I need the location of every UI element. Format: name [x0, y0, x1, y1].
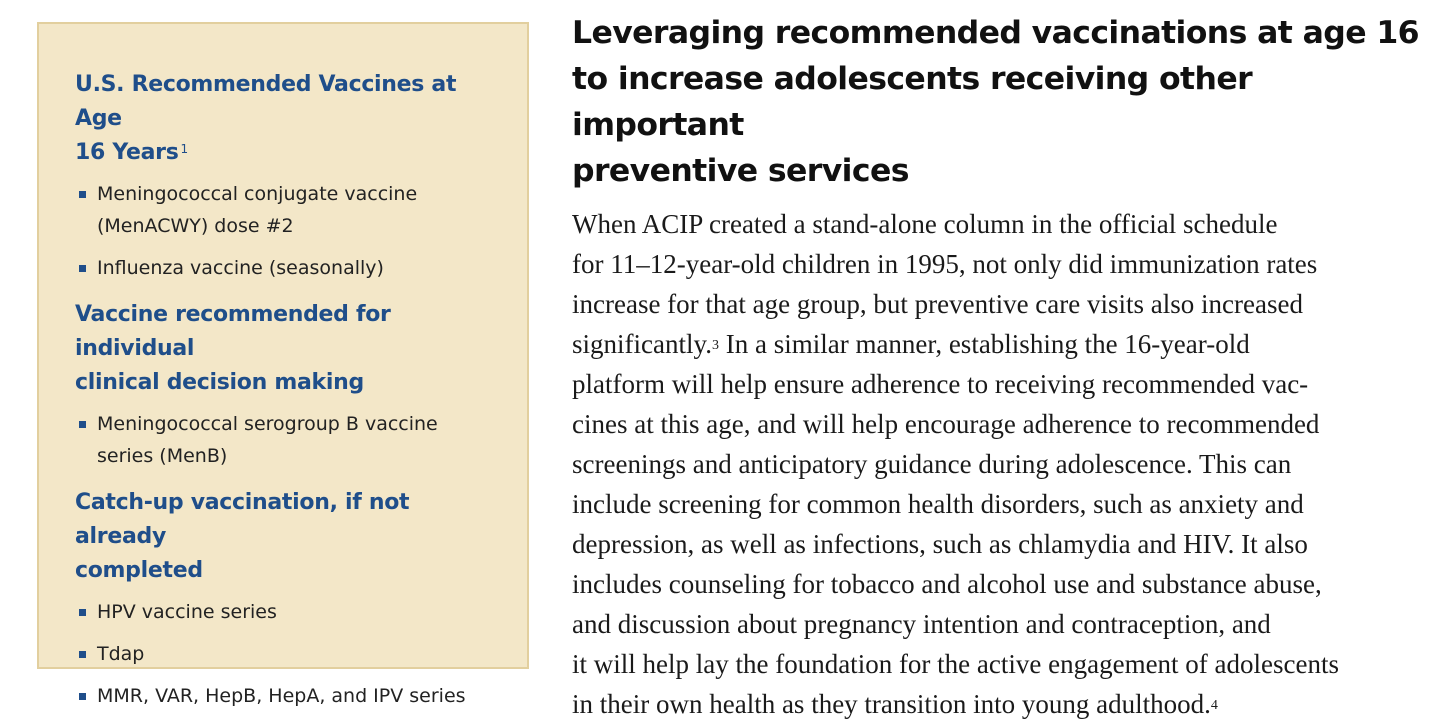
list-item — [75, 596, 505, 628]
body-line: for 11–12-year-old children in 1995, not only did immunization rates — [572, 249, 1318, 279]
item-line: series (MenB) — [97, 445, 228, 467]
article-main — [572, 10, 1432, 724]
title-line: to increase adolescents receiving other important — [572, 61, 1253, 143]
body-line: cines at this age, and will help encourage adherence to recommended — [572, 409, 1320, 439]
article-body-paragraph — [572, 204, 1432, 724]
list-item — [75, 408, 505, 472]
catch-up-vaccine-list — [75, 596, 505, 712]
body-line: depression, as well as infections, such as chlamydia and HIV. It also — [572, 529, 1308, 559]
footnote-ref[interactable]: 4 — [1210, 698, 1218, 713]
footnote-ref[interactable]: 3 — [711, 338, 719, 353]
recommended-vaccine-list — [75, 178, 505, 284]
square-bullet-icon — [79, 609, 86, 616]
item-line: Tdap — [97, 643, 145, 665]
article-title — [572, 10, 1432, 194]
body-line: platform will help ensure adherence to receiving recommended vac- — [572, 369, 1309, 399]
vaccine-sidebar — [37, 22, 529, 707]
body-line: and discussion about pregnancy intention and contraception, and — [572, 609, 1271, 639]
list-item — [75, 178, 505, 242]
body-line: When ACIP created a stand-alone column in the official schedule — [572, 209, 1278, 239]
list-item — [75, 680, 505, 712]
body-line: includes counseling for tobacco and alcohol use and substance abuse, — [572, 569, 1322, 599]
item-line: MMR, VAR, HepB, HepA, and IPV series — [97, 685, 466, 707]
heading-line: clinical decision making — [75, 370, 364, 395]
heading-line: U.S. Recommended Vaccines at Age — [75, 72, 457, 131]
list-item — [75, 638, 505, 670]
body-line: increase for that age group, but preventive care visits also increased — [572, 289, 1303, 319]
body-text: significantly. — [572, 329, 712, 359]
body-line — [572, 324, 1432, 364]
footnote-ref[interactable]: 1 — [180, 142, 188, 156]
title-line: preventive services — [572, 153, 909, 189]
item-line: HPV vaccine series — [97, 601, 277, 623]
square-bullet-icon — [79, 191, 86, 198]
heading-line: 16 Years — [75, 140, 179, 165]
body-text: In a similar manner, establishing the 16-year-old — [718, 329, 1250, 359]
square-bullet-icon — [79, 651, 86, 658]
item-line: Influenza vaccine (seasonally) — [97, 257, 384, 279]
body-line: screenings and anticipatory guidance during adolescence. This can — [572, 449, 1292, 479]
item-line: (MenACWY) dose #2 — [97, 215, 294, 237]
body-line — [572, 684, 1432, 724]
individual-decision-vaccine-list — [75, 408, 505, 472]
heading-line: Catch-up vaccination, if not already — [75, 490, 410, 549]
sidebar-heading-individual-decision — [75, 298, 505, 400]
item-line: Meningococcal conjugate vaccine — [97, 183, 418, 205]
list-item — [75, 252, 505, 284]
sidebar-heading-recommended — [75, 68, 505, 170]
heading-line: completed — [75, 558, 203, 583]
square-bullet-icon — [79, 421, 86, 428]
title-line: Leveraging recommended vaccinations at age 16 — [572, 15, 1419, 51]
body-text: in their own health as they transition into young adulthood. — [572, 689, 1211, 719]
sidebar-heading-catch-up — [75, 486, 505, 588]
heading-line: Vaccine recommended for individual — [75, 302, 391, 361]
body-line: include screening for common health disorders, such as anxiety and — [572, 489, 1304, 519]
item-line: Meningococcal serogroup B vaccine — [97, 413, 438, 435]
square-bullet-icon — [79, 265, 86, 272]
square-bullet-icon — [79, 693, 86, 700]
body-line: it will help lay the foundation for the active engagement of adolescents — [572, 649, 1339, 679]
